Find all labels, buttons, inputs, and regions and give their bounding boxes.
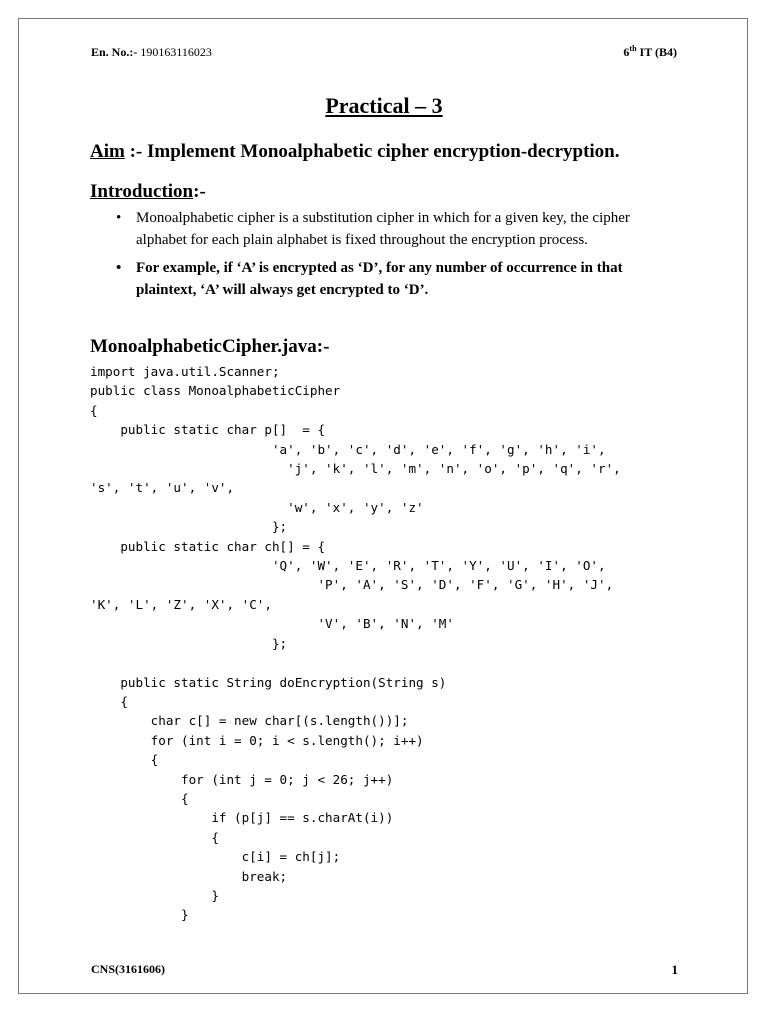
code-block <box>90 362 621 925</box>
class-label: 6th IT (B4) <box>623 44 677 59</box>
code-line: c[i] = ch[j]; <box>90 849 341 865</box>
file-heading: MonoalphabeticCipher.java:- <box>90 336 330 357</box>
code-line: 'K', 'L', 'Z', 'X', 'C', <box>90 596 272 612</box>
aim-label: Aim <box>90 141 125 162</box>
enrollment-number: En. No.:- 190163116023 <box>91 45 212 59</box>
code-line: break; <box>90 868 288 884</box>
code-line: 'V', 'B', 'N', 'M' <box>90 616 454 632</box>
code-line: { <box>90 402 98 418</box>
aim-text: :- Implement Monoalphabetic cipher encryption-decryption. <box>129 141 620 162</box>
code-line: if (p[j] == s.charAt(i)) <box>90 810 394 826</box>
code-line: public class MonoalphabeticCipher <box>90 383 341 399</box>
code-line: }; <box>90 635 288 651</box>
introduction-list <box>116 207 682 301</box>
list-item: • For example, if ‘A’ is encrypted as ‘D’, for any number of occurrence in that plaintext, ‘A’ will always get encrypted to ‘D’. <box>116 257 682 301</box>
code-line: { <box>90 790 189 806</box>
page-title: Practical – 3 <box>325 93 443 118</box>
list-item: • Monoalphabetic cipher is a substitution cipher in which for a given key, the cipher alphabet for each plain alphabet is fixed throughout the encryption process. <box>116 207 682 251</box>
code-line: 'P', 'A', 'S', 'D', 'F', 'G', 'H', 'J', <box>90 577 614 593</box>
code-line: public static String doEncryption(String s) <box>90 674 447 690</box>
code-line: import java.util.Scanner; <box>90 364 280 379</box>
code-line: }; <box>90 519 288 535</box>
code-line: for (int j = 0; j < 26; j++) <box>90 771 394 787</box>
code-line: { <box>90 752 159 768</box>
code-line: 'Q', 'W', 'E', 'R', 'T', 'Y', 'U', 'I', 'O', <box>90 558 606 574</box>
code-line: for (int i = 0; i < s.length(); i++) <box>90 732 424 748</box>
course-code: CNS(3161606) <box>91 962 165 976</box>
code-line: } <box>90 887 219 903</box>
code-line: 's', 't', 'u', 'v', <box>90 480 235 496</box>
code-line: char c[] = new char[(s.length())]; <box>90 713 409 729</box>
code-line: public static char ch[] = { <box>90 538 326 554</box>
code-line: { <box>90 829 219 845</box>
aim-heading <box>90 141 620 163</box>
code-line: } <box>90 907 189 923</box>
code-line: 'w', 'x', 'y', 'z' <box>90 499 424 515</box>
page-number: 1 <box>671 962 678 977</box>
code-line: public static char p[] = { <box>90 422 326 438</box>
code-line: 'a', 'b', 'c', 'd', 'e', 'f', 'g', 'h', 'i', <box>90 441 606 457</box>
introduction-heading: Introduction:- <box>90 181 206 202</box>
code-line: { <box>90 693 128 709</box>
code-line: 'j', 'k', 'l', 'm', 'n', 'o', 'p', 'q', 'r', <box>90 461 621 477</box>
